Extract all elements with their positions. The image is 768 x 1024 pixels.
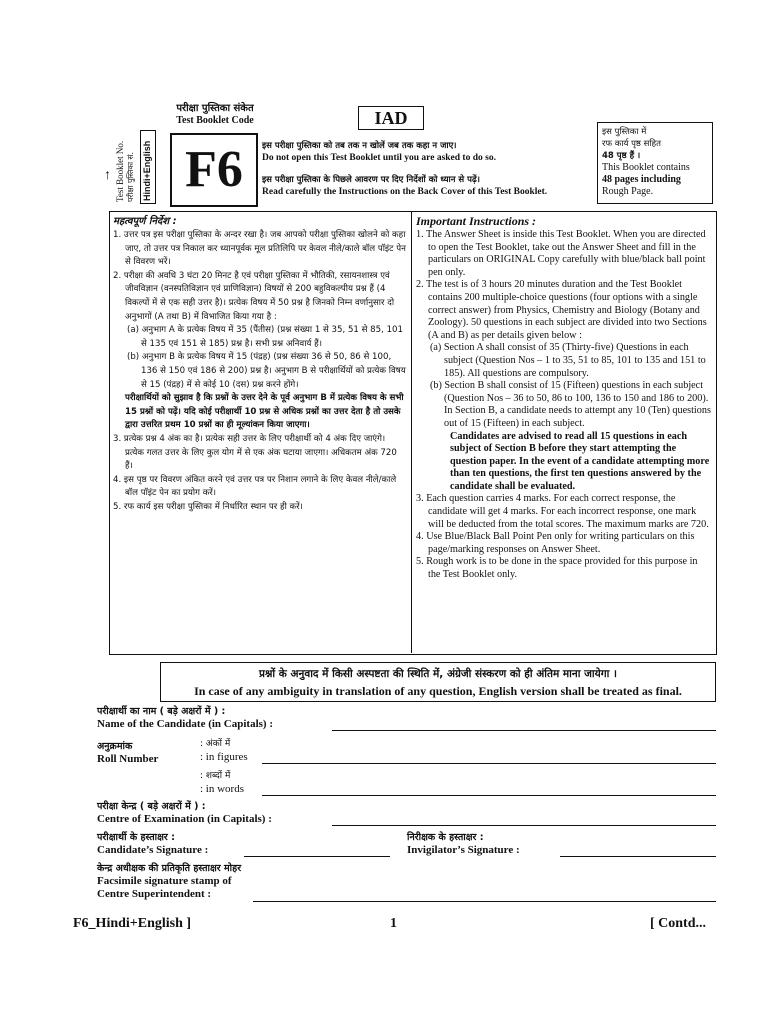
stamp-label xyxy=(97,862,241,901)
booklet-no-label-hi: परीक्षा पुस्तिका सं. xyxy=(126,152,135,202)
hindi-item-2c: परीक्षार्थियों को सुझाव है कि प्रश्नों के उत्तर देने के पूर्व अनुभाग B में प्रत्येक विषय के सभी 15 प्रश्नों को पढ़ें। यदि कोई परीक्षार्थी 10 प्रश्न से अधिक प्रश्नों का उत्तर देता है तो उसके द्वारा उत्तरित प्रथम 10 प्रश्नों का ही मूल्यांकन किया जाएगा। xyxy=(125,393,404,431)
english-item-2: 2. The test is of 3 hours 20 minutes duration and the Test Booklet contains 200 multiple-choice questions (four options with a single correct answer) from Physics, Chemistry and Biology (Botany and Zoology). 50 questions in each subject are divided into two Sections (A and B) as per details given below : xyxy=(416,279,707,341)
hindi-item-2: 2. परीक्षा की अवधि 3 घंटा 20 मिनट है एवं परीक्षा पुस्तिका में भौतिकी, रसायनशास्त्र एवं जीवविज्ञान (वनस्पतिविज्ञान एवं प्राणिविज्ञान) विषयों से 200 बहुविकल्पीय प्रश्न हैं (4 विकल्पों में से एक सही उत्तर है)। प्रत्येक विषय में 50 प्रश्न है जिनको निम्न वर्णानुसार दो अनुभागों (A तथा B) में विभाजित किया गया है : xyxy=(113,270,395,322)
roll-words-label-en: : in words xyxy=(200,783,244,795)
english-item-5: 5. Rough work is to be done in the space provided for this purpose in the Test Booklet only. xyxy=(416,556,698,581)
candidate-signature-label-hi: परीक्षार्थी के हस्ताक्षर : xyxy=(97,832,175,843)
candidate-signature-label-en: Candidate’s Signature : xyxy=(97,844,209,856)
roll-figures-field[interactable] xyxy=(262,763,716,764)
candidate-signature-field[interactable] xyxy=(244,856,390,857)
hindi-item-3: 3. प्रत्येक प्रश्न 4 अंक का है। प्रत्येक सही उत्तर के लिए परीक्षार्थी को 4 अंक दिए जाएंगे। प्रत्येक गलत उत्तर के लिए कुल योग में से एक अंक घटाया जाएगा। अधिकतम अंक 720 हैं। xyxy=(113,433,397,472)
language-label: Hindi+English xyxy=(142,140,152,201)
language-box xyxy=(140,130,156,204)
invigilator-signature-label xyxy=(407,831,520,857)
candidate-signature-label xyxy=(97,831,208,857)
roll-figures-label xyxy=(200,738,248,764)
english-item-3: 3. Each question carries 4 marks. For each correct response, the candidate will get 4 marks. For each incorrect response, one mark will be deducted from the total scores. The maximum marks are 720. xyxy=(416,493,709,530)
roll-words-field[interactable] xyxy=(262,795,716,796)
booklet-code-label xyxy=(160,103,270,127)
english-item-2a: (a) Section A shall consist of 35 (Thirty-five) Questions in each subject (Question Nos – 1 to 35, 51 to 85, 101 to 135 and 151 to 185). All questions are compulsory. xyxy=(430,342,706,379)
english-title: Important Instructions : xyxy=(416,214,537,228)
stamp-label-en-2: Centre Superintendent : xyxy=(97,888,212,900)
ambiguity-hindi: प्रश्नों के अनुवाद में किसी अस्पष्टता की स्थिति में, अंग्रेजी संस्करण को ही अंतिम माना जायेगा । xyxy=(259,668,617,680)
page-number: 1 xyxy=(390,916,397,931)
pages-hi-3: 48 पृष्ठ हैं । xyxy=(602,151,641,161)
code-label-english: Test Booklet Code xyxy=(176,115,254,126)
hindi-item-2a: (a) अनुभाग A के प्रत्येक विषय में 35 (पैंतीस) (प्रश्न संख्या 1 से 35, 51 से 85, 101 से 135 एवं 151 से 185) प्रश्न है। सभी प्रश्न अनिवार्य हैं। xyxy=(127,325,403,349)
warn1-english: Do not open this Test Booklet until you are asked to do so. xyxy=(262,153,496,163)
hindi-instructions xyxy=(113,214,406,514)
arrow-up-icon: ↑ xyxy=(104,168,111,183)
roll-number-label xyxy=(97,740,158,766)
hindi-item-2b: (b) अनुभाग B के प्रत्येक विषय में 15 (पंद्रह) (प्रश्न संख्या 36 से 50, 86 से 100, 136 से 150 एवं 186 से 200) प्रश्न है। अनुभाग B से परीक्षार्थियों को प्रत्येक विषय से 15 (पंद्रह) में से कोई 10 (दस) प्रश्न करने होंगे। xyxy=(127,352,406,390)
roll-figures-label-hi: : अंकों में xyxy=(200,739,231,749)
booklet-no-label-en: Test Booklet No. xyxy=(115,140,125,202)
invigilator-signature-field[interactable] xyxy=(560,856,716,857)
footer-code: F6_Hindi+English ] xyxy=(73,916,192,931)
pages-hi-1: इस पुस्तिका में xyxy=(602,127,647,137)
warn2-hindi: इस परीक्षा पुस्तिका के पिछले आवरण पर दिए निर्देशों को ध्यान से पढ़ें। xyxy=(262,175,480,185)
stamp-field[interactable] xyxy=(253,901,716,902)
candidate-name-label xyxy=(97,705,273,731)
invigilator-signature-label-en: Invigilator’s Signature : xyxy=(407,844,520,856)
pages-en-2: 48 pages including xyxy=(602,174,681,185)
warn1-hindi: इस परीक्षा पुस्तिका को तब तक न खोलें जब तक कहा न जाए। xyxy=(262,141,457,151)
pages-en-3: Rough Page. xyxy=(602,186,654,197)
candidate-name-label-hi: परीक्षार्थी का नाम ( बड़े अक्षरों में ) : xyxy=(97,706,226,717)
centre-field[interactable] xyxy=(332,825,716,826)
ambiguity-english: In case of any ambiguity in translation of any question, English version shall be treated as final. xyxy=(194,684,682,698)
page-count-box xyxy=(597,122,713,204)
centre-label-hi: परीक्षा केन्द्र ( बड़े अक्षरों में ) : xyxy=(97,801,206,812)
pages-en-1: This Booklet contains xyxy=(602,162,690,173)
ambiguity-notice xyxy=(160,662,716,702)
stamp-label-hi: केन्द्र अधीक्षक की प्रतिकृति हस्ताक्षर मोहर xyxy=(97,863,242,874)
stamp-label-en-1: Facsimile signature stamp of xyxy=(97,875,232,887)
english-item-4: 4. Use Blue/Black Ball Point Pen only for writing particulars on this page/marking responses on Answer Sheet. xyxy=(416,531,695,555)
centre-label-en: Centre of Examination (in Capitals) : xyxy=(97,813,272,825)
invigilator-signature-label-hi: निरीक्षक के हस्ताक्षर : xyxy=(407,832,484,843)
roll-figures-label-en: : in figures xyxy=(200,751,248,763)
centre-label xyxy=(97,800,272,826)
candidate-name-field[interactable] xyxy=(332,730,716,731)
column-divider xyxy=(411,211,412,653)
roll-number-label-hi: अनुक्रमांक xyxy=(97,741,133,752)
english-item-2c: Candidates are advised to read all 15 questions in each subject of Section B before they start attempting the question paper. In the event of a candidate attempting more than ten questions, the first ten questions answered by the candidate shall be evaluated. xyxy=(450,430,710,492)
roll-number-label-en: Roll Number xyxy=(97,753,159,765)
booklet-no-label xyxy=(115,132,137,202)
booklet-code-box: F6 xyxy=(170,133,258,207)
roll-words-label xyxy=(200,770,244,796)
hindi-item-1: 1. उत्तर पत्र इस परीक्षा पुस्तिका के अन्दर रखा है। जब आपको परीक्षा पुस्तिका खोलने को कहा जाए, तो उत्तर पत्र निकाल कर ध्यानपूर्वक मूल प्रतिलिपि पर केवल नीले/काले बॉल पॉइंट पेन से विवरण भरें। xyxy=(113,230,406,268)
roll-words-label-hi: : शब्दों में xyxy=(200,771,231,781)
opening-warning xyxy=(262,140,592,198)
hindi-title: महत्वपूर्ण निर्देश : xyxy=(113,216,177,227)
pages-hi-2: रफ कार्य पृष्ठ सहित xyxy=(602,139,661,149)
hindi-item-5: 5. रफ कार्य इस परीक्षा पुस्तिका में निर्धारित स्थान पर ही करें। xyxy=(113,501,303,512)
warn2-english: Read carefully the Instructions on the Back Cover of this Test Booklet. xyxy=(262,187,548,197)
code-label-hindi: परीक्षा पुस्तिका संकेत xyxy=(176,103,254,114)
english-instructions xyxy=(416,214,711,582)
english-item-2b: (b) Section B shall consist of 15 (Fifteen) questions in each subject (Question Nos – 36 to 50, 86 to 100, 136 to 150 and 186 to 200). In Section B, a candidate needs to attempt any 10 (Ten) questions out of 15 (Fifteen) in each subject. xyxy=(430,380,711,429)
contd-label: [ Contd... xyxy=(650,916,707,931)
english-item-1: 1. The Answer Sheet is inside this Test Booklet. When you are directed to open the Test Booklet, take out the Answer Sheet and fill in the particulars on ORIGINAL Copy carefully with blue/black ball point pen only. xyxy=(416,229,706,278)
set-code-box: IAD xyxy=(358,106,424,130)
candidate-name-label-en: Name of the Candidate (in Capitals) : xyxy=(97,718,273,730)
hindi-item-4: 4. इस पृष्ठ पर विवरण अंकित करने एवं उत्तर पत्र पर निशान लगाने के लिए केवल नीले/काले बॉल पॉइंट पेन का प्रयोग करें। xyxy=(113,474,397,499)
